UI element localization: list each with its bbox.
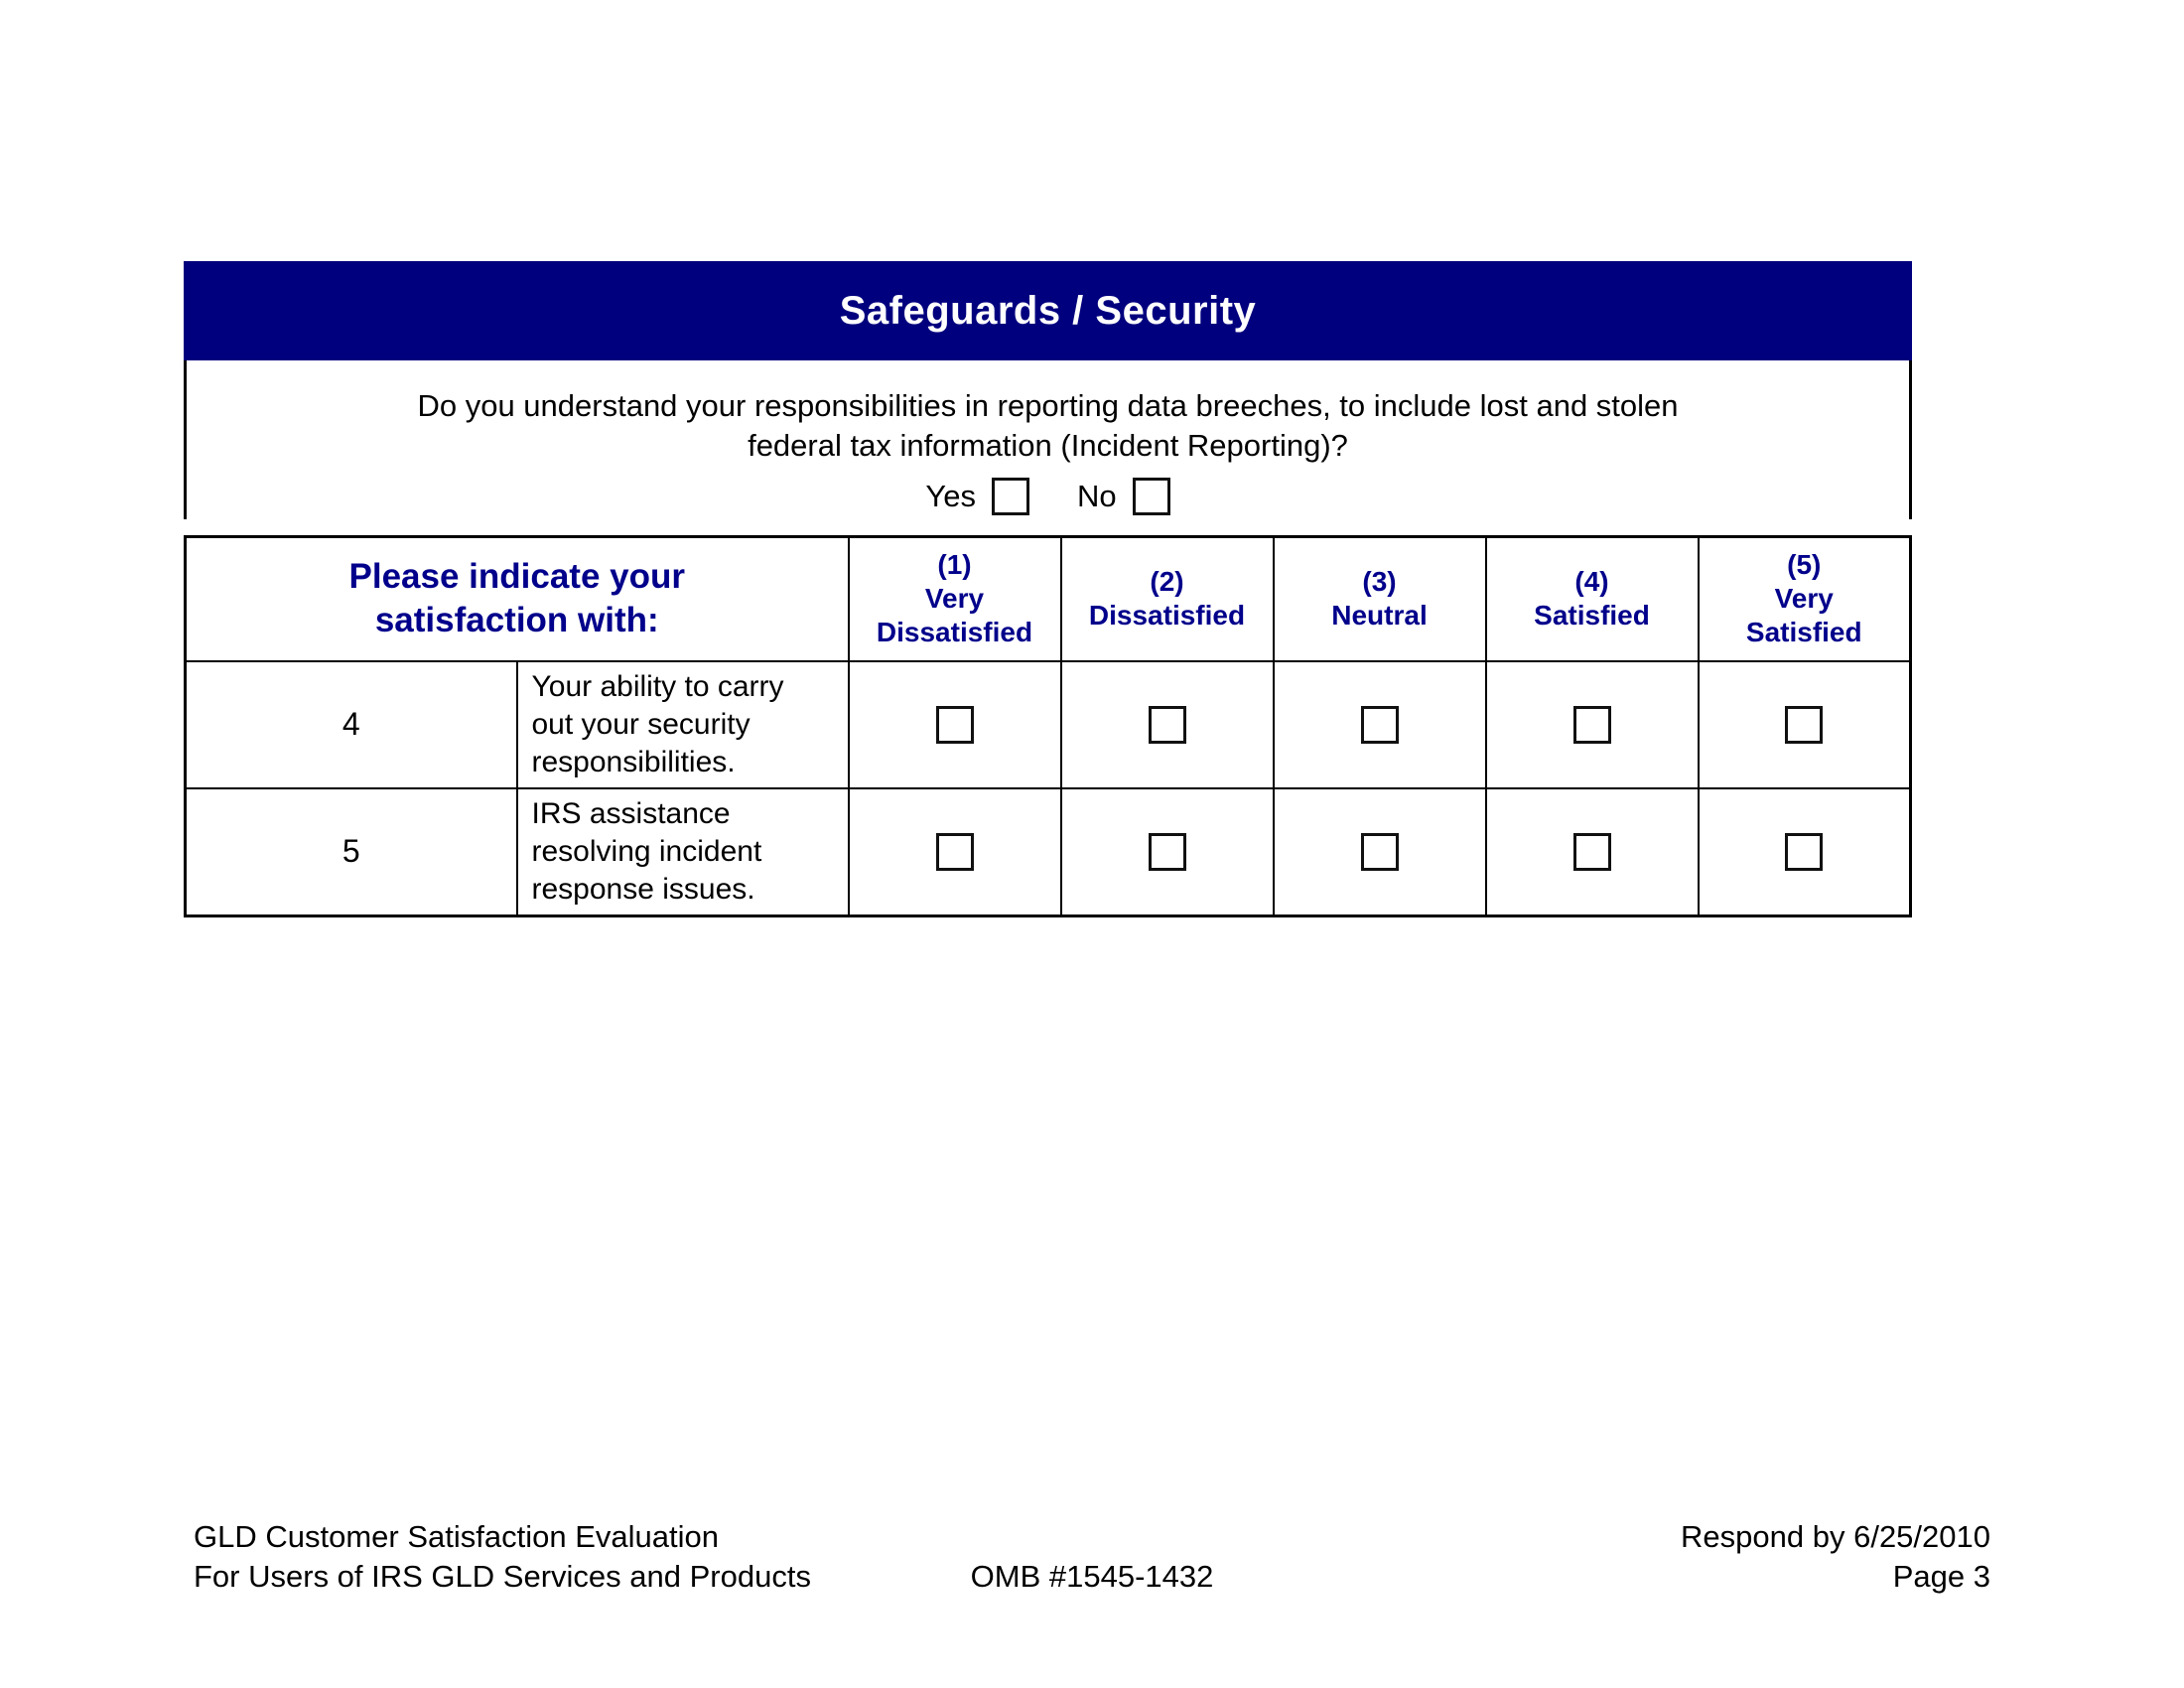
- column-header-dissatisfied: (2) Dissatisfied: [1061, 537, 1274, 661]
- footer-page-number: Page 3: [1892, 1559, 1990, 1594]
- section-header: [184, 261, 1912, 360]
- yes-label: Yes: [925, 479, 976, 513]
- footer-omb-number: OMB #1545-1432: [970, 1559, 1214, 1594]
- rating-checkbox-q4-2[interactable]: [1149, 706, 1186, 744]
- row-description: IRS assistance resolving incident response issues.: [517, 788, 849, 916]
- row-number: 4: [186, 661, 517, 788]
- table-prompt-line1: Please indicate your: [348, 557, 685, 597]
- yes-checkbox[interactable]: [992, 478, 1029, 515]
- footer-right: [1681, 1517, 1990, 1597]
- satisfaction-table: [184, 535, 1912, 917]
- column-header-very-dissatisfied: (1) Very Dissatisfied: [849, 537, 1061, 661]
- table-row: [186, 661, 1911, 788]
- row-number: 5: [186, 788, 517, 916]
- table-prompt: [186, 537, 849, 661]
- column-header-very-satisfied: (5) Very Satisfied: [1699, 537, 1911, 661]
- rating-checkbox-q4-3[interactable]: [1361, 706, 1399, 744]
- no-label: No: [1076, 479, 1117, 513]
- yes-no-row: [197, 474, 1899, 519]
- rating-checkbox-q5-5[interactable]: [1785, 833, 1823, 871]
- rating-checkbox-q4-5[interactable]: [1785, 706, 1823, 744]
- column-header-satisfied: (4) Satisfied: [1486, 537, 1699, 661]
- question-text-line1: Do you understand your responsibilities in reporting data breeches, to include lost and stolen: [417, 388, 1679, 423]
- table-row: [186, 788, 1911, 916]
- rating-checkbox-q4-1[interactable]: [936, 706, 974, 744]
- rating-checkbox-q5-2[interactable]: [1149, 833, 1186, 871]
- question-text-line2: federal tax information (Incident Reporting)?: [748, 428, 1348, 463]
- rating-checkbox-q5-4[interactable]: [1573, 833, 1611, 871]
- rating-checkbox-q5-3[interactable]: [1361, 833, 1399, 871]
- table-prompt-line2: satisfaction with:: [374, 601, 659, 640]
- footer-evaluation-title: GLD Customer Satisfaction Evaluation: [194, 1519, 719, 1554]
- no-checkbox[interactable]: [1133, 478, 1170, 515]
- footer-evaluation-subtitle: For Users of IRS GLD Services and Products: [194, 1559, 811, 1594]
- survey-form: [184, 261, 1912, 917]
- rating-checkbox-q4-4[interactable]: [1573, 706, 1611, 744]
- question-box: [184, 360, 1912, 519]
- column-header-neutral: (3) Neutral: [1274, 537, 1486, 661]
- footer-respond-by: Respond by 6/25/2010: [1681, 1519, 1990, 1554]
- table-header-row: [186, 537, 1911, 661]
- row-description: Your ability to carry out your security responsibilities.: [517, 661, 849, 788]
- rating-checkbox-q5-1[interactable]: [936, 833, 974, 871]
- section-title: Safeguards / Security: [839, 288, 1257, 333]
